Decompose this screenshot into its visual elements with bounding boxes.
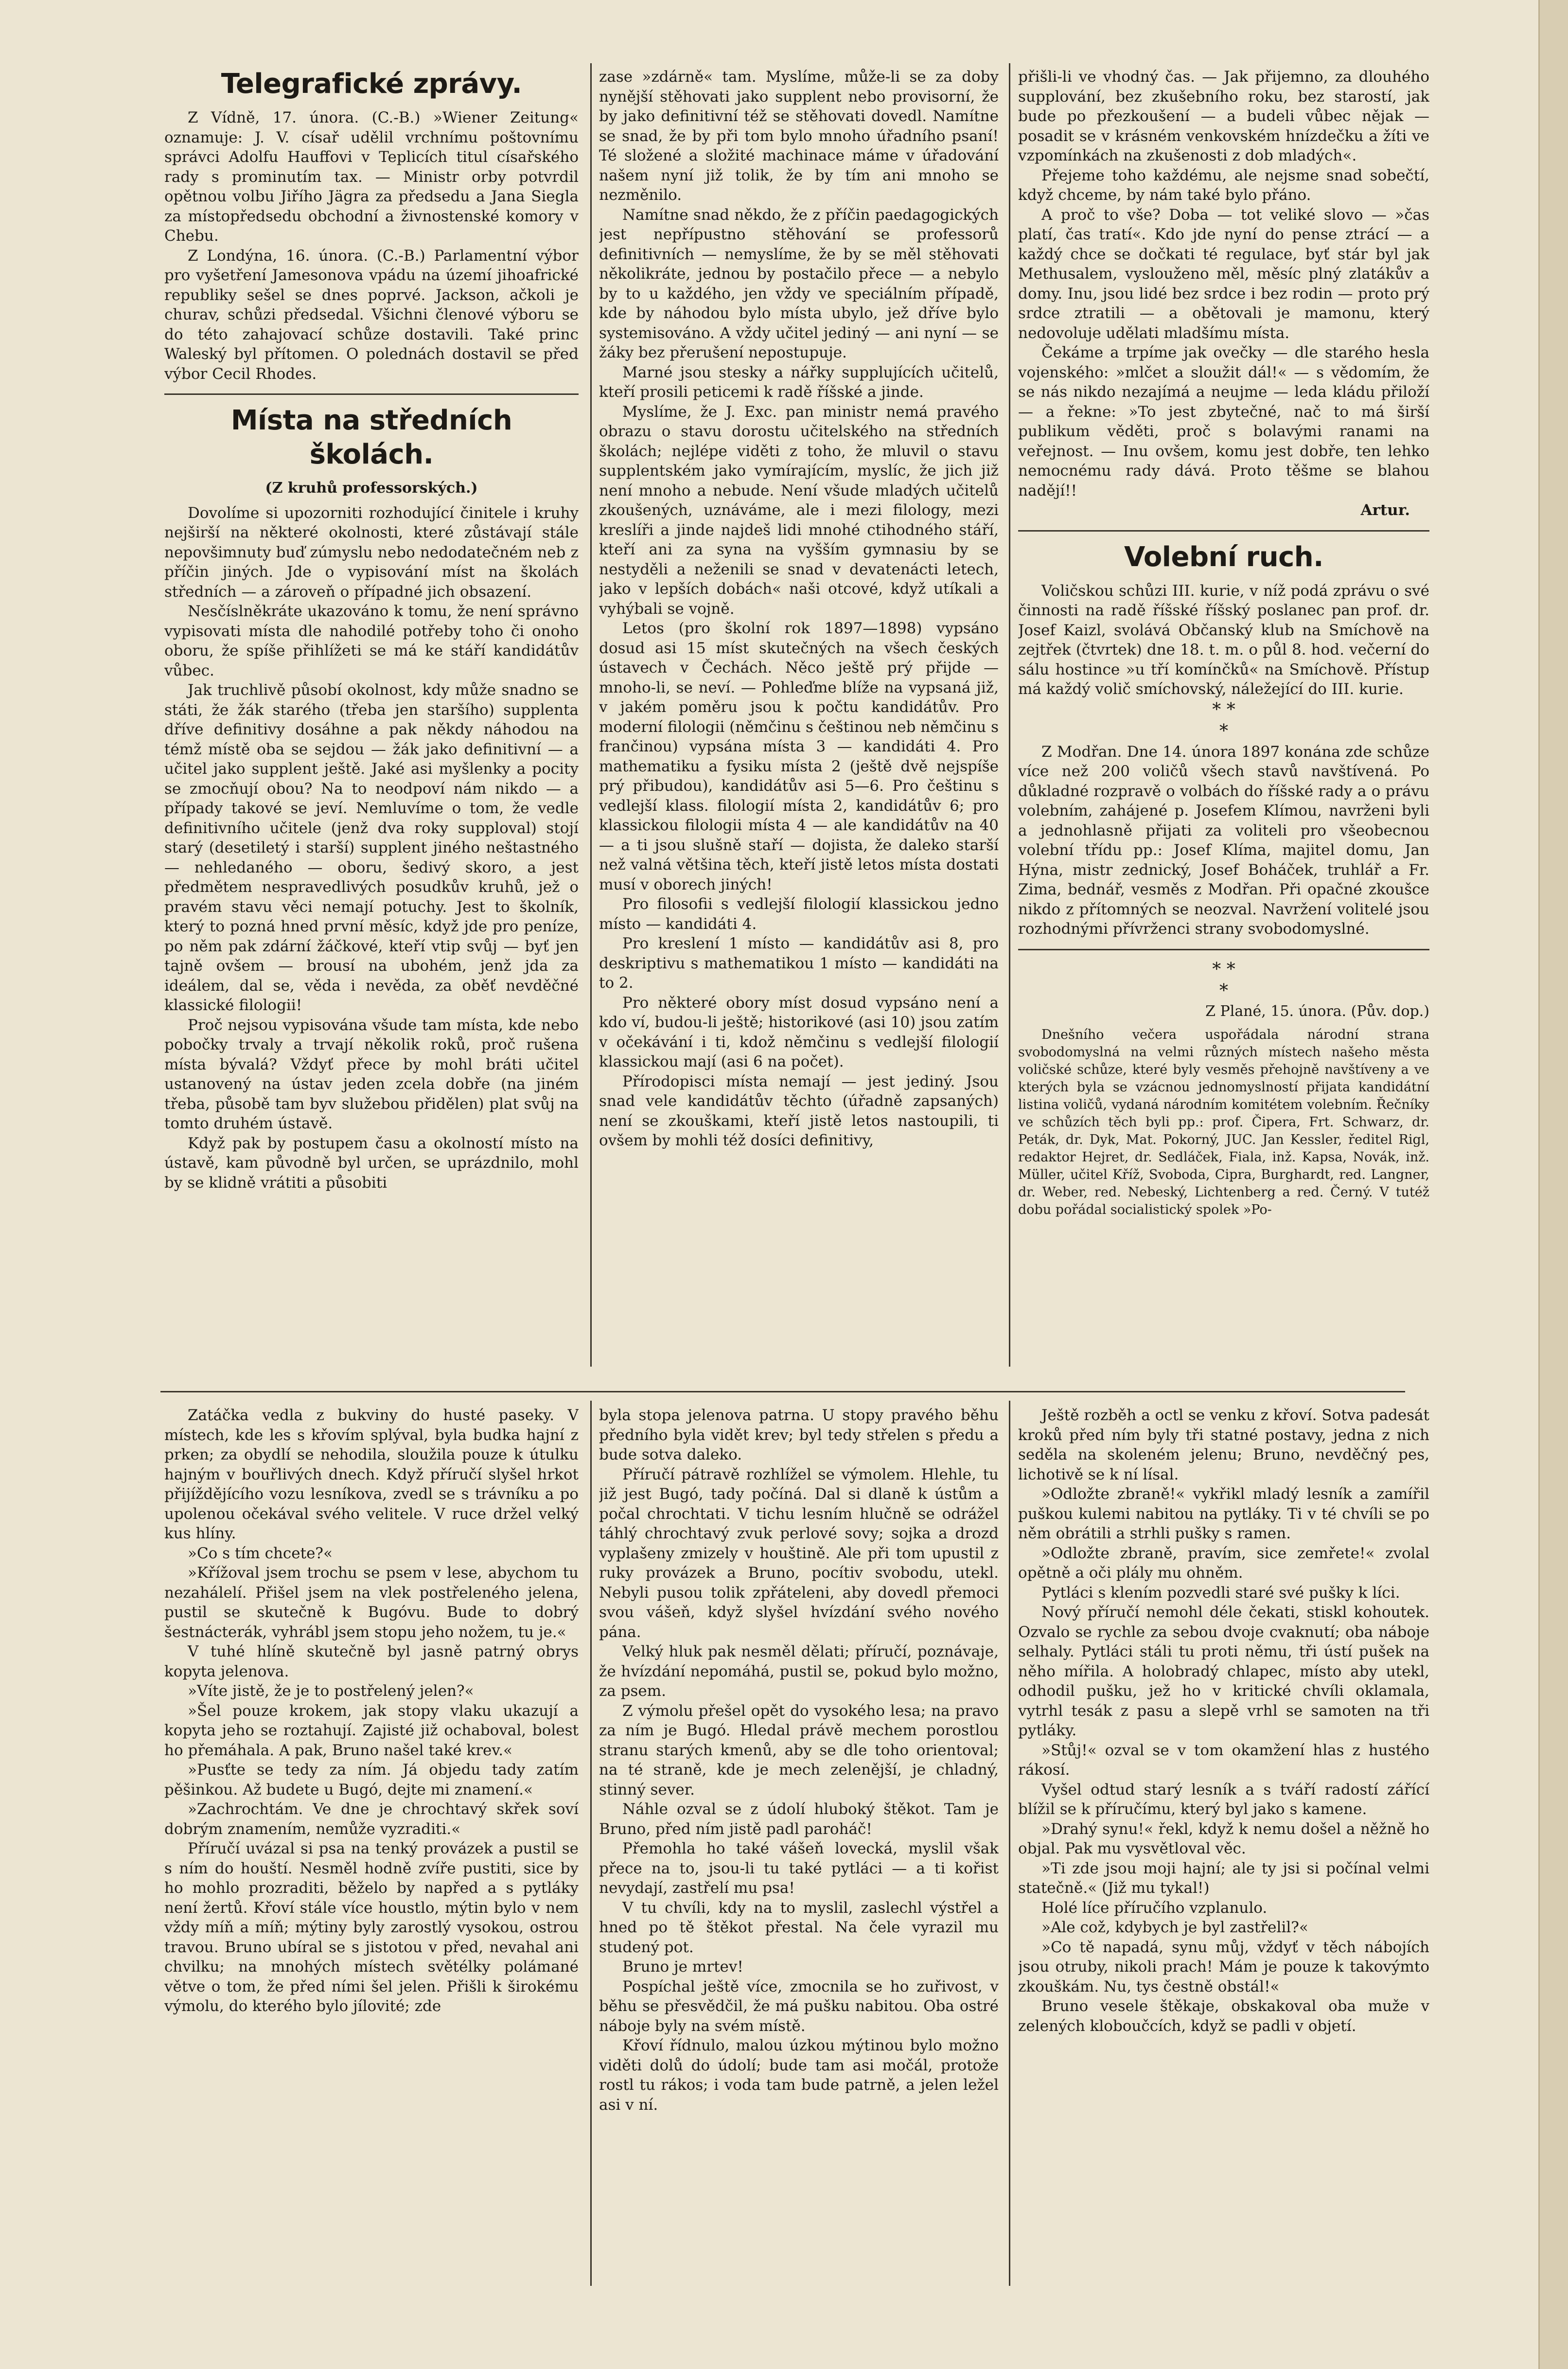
feuilleton-column-2 <box>599 1406 999 2291</box>
telegram-vienna: Z Vídně, 17. února. (C.-B.) »Wiener Zeitung« oznamuje: J. V. císař udělil vrchnímu poštovnímu správci Adolfu Hauffovi v Teplicích titul císařského rady s prominutím tax. — Ministr orby potvrdil opětnou volbu Jiřího Jägra za předsedu a Jana Siegla za místopředsedu obchodní a živnostenské komory v Chebu. <box>164 109 579 245</box>
section-divider <box>1018 530 1429 532</box>
telegram-london: Z Londýna, 16. února. (C.-B.) Parlamentní výbor pro vyšetření Jamesonova vpádu na území jihoafrické republiky sešel se dnes poprvé. Jackson, ačkoli je churav, schůzi předsedal. Všichni členové výboru se do této zahajovací schůze dostavili. Také princ Waleský byl přítomen. O polednách dostavil se před výbor Cecil Rhodes. <box>164 247 579 383</box>
feuilleton-column-1 <box>164 1406 579 2291</box>
page-edge <box>1538 0 1568 2369</box>
story-paragraph: Bruno je mrtev! <box>622 1958 743 1976</box>
article-paragraph: přišli-li ve vhodný čas. — Jak přijemno, za dlouhého supplování, bez zkušebního roku, bez starostí, jak bude po přezkoušení — a budeli vůbec nějak — posadit se v krásném venkovském hnízdečku a žíti ve vzpomínkách na zkušenosti z dob mladých«. <box>1018 68 1429 164</box>
article-paragraph: Nesčíslněkráte ukazováno k tomu, že není správno vypisovati místa dle nahodilé potřeby toho či onoho oboru, že spíše přihlížeti se má ke stáří kandidátův vůbec. <box>164 603 579 679</box>
article-paragraph: Namítne snad někdo, že z příčin paedagogických jest nepřípustno stěhování se professorů definitivních — nemyslíme, že by se měl stěhovati několikráte, jednou by postačilo přece — a nebylo by to u každého, jen vždy ve speciálním případě, kde by náhodou bylo místa ubylo, jež dříve bylo systemisováno. A vždy učitel jediný — ani nyní — se žáky bez přerušení nepostupuje. <box>599 206 999 361</box>
story-paragraph: Zatáčka vedla z bukviny do husté paseky. V místech, kde les s křovím splýval, byla budka hajní z prken; za obydlí se nehodila, sloužila pouze k útulku hajným v bouřlivých dnech. Když příručí slyšel hrkot přijíždějícího vozu lesníkova, zvedl se s trávníku a po upolenou očekával svého velitele. V ruce držel velký kus hlíny. <box>164 1407 579 1542</box>
story-paragraph: Ještě rozběh a octl se venku z křoví. Sotva padesát kroků před ním byly tři statné postavy, jedna z nich seděla na skoleném jelenu; Bruno, nevděčný pes, lichotivě se k ní lísal. <box>1018 1407 1429 1483</box>
story-paragraph: Vyšel odtud starý lesník a s tváří radostí zářící blížil se k příručímu, který byl jako s kamene. <box>1018 1781 1429 1818</box>
author-signature: Artur. <box>1360 501 1410 519</box>
story-paragraph: »Odložte zbraně, pravím, sice zemřete!« zvolal opětně a oči plály mu ohněm. <box>1018 1544 1429 1582</box>
story-paragraph: »Víte jistě, že je to postřelený jelen?« <box>188 1682 474 1700</box>
story-paragraph: Nový příručí nemohl déle čekati, stiskl kohoutek. Ozvalo se rychle za sebou dvoje cvaknutí; oba náboje selhaly. Pytláci stáli tu proti němu, tři ústí pušek na něho mířila. A holobradý chlapec, místo aby utekl, odhodil pušku, jež ho v kritické chvíli oklamala, vytrhl tesák z pasu a slepě vrhl se samoten na tři pytláky. <box>1018 1603 1429 1739</box>
article-paragraph: Pro filosofii s vedlejší filologií klassickou jedno místo — kandidáti 4. <box>599 895 999 933</box>
article-paragraph: Přírodopisci místa nemají — jest jediný. Jsou snad vele kandidátův těchto (úřadně zapsaných) není se zkouškami, kteří jistě letos nastoupili, ti ovšem by mohli též dosíci definitivy, <box>599 1072 999 1149</box>
story-paragraph: Holé líce příručího vzplanulo. <box>1041 1899 1268 1917</box>
story-paragraph: Pospíchal ještě více, zmocnila se ho zuřivost, v běhu se přesvědčil, že má pušku nabitou. Oba ostré náboje byly na svém místě. <box>599 1977 999 2035</box>
column-2 <box>599 67 999 1380</box>
section-title-schools: Místa na středních školách. <box>230 405 512 470</box>
column-rule-4 <box>1009 1401 1010 2286</box>
article-paragraph: Marné jsou stesky a nářky supplujících učitelů, kteří prosili peticemi k radě říšské a jinde. <box>599 363 999 401</box>
story-paragraph: Přemohla ho také vášeň lovecká, myslil však přece na to, jsou-li tu také pytláci — a ti kořist nevydají, zastřelí mu psa! <box>599 1840 999 1897</box>
story-paragraph: »Drahý synu!« řekl, když k nemu došel a něžně ho objal. Pak mu vysvětloval věc. <box>1018 1820 1429 1857</box>
story-paragraph: Pytláci s klením pozvedli staré své pušky k líci. <box>1041 1584 1400 1602</box>
article-paragraph: Myslíme, že J. Exc. pan ministr nemá pravého obrazu o stavu dorostu učitelského na středních školách; nejlépe viděti z toho, že mluvil o stavu supplentském jako vymírajícím, myslíc, že jich již není mnoho a nebude. Není všude mladých učitelů zkoušených, uznáváme, ale i mezi filology, mezi kreslíři a jinde najdeš lidi mnohé ctihodného stáří, kteří ani za syna na vyšším gymnasiu by se nestyděli a neženili se snad v devatenácti letech, jako v lepších dobách« naši otcové, když utíkali a vyhýbali se vojně. <box>599 403 999 618</box>
story-paragraph: »Ti zde jsou moji hajní; ale ty jsi si počínal velmi statečně.« (Již mu tykal!) <box>1018 1859 1429 1897</box>
column-rule-2 <box>1009 63 1010 1367</box>
story-paragraph: »Co tě napadá, synu můj, vždyť v těch nábojích jsou otruby, nikoli prach! Mám je pouze k takovýmto zkouškám. Nu, tys čestně obstál!« <box>1018 1938 1429 1995</box>
story-paragraph: »Stůj!« ozval se v tom okamžení hlas z hustého rákosí. <box>1018 1741 1429 1779</box>
article-paragraph: Čekáme a trpíme jak ovečky — dle starého hesla vojenského: »mlčet a sloužit dál!« — s vědomím, že se nás nikdo nezajímá a neujme — leda kládu přiloží — a řekne: »To jest zbytečné, nač to má širší publikum věděti, proč s bolavými ranami na veřejnost. — Inu ovšem, komu jest dobře, ten lehko nemocnému rady dává. Proto těšme se blahou nadějí!! <box>1018 344 1429 499</box>
article-paragraph: Přejeme toho každému, ale nejsme snad sobečtí, když chceme, by nám také bylo přáno. <box>1018 166 1429 204</box>
story-paragraph: Z výmolu přešel opět do vysokého lesa; na pravo za ním je Bugó. Hledal právě mechem porostlou stranu starých kmenů, aby se dle toho orientoval; na té straně, kde je mech zelenější, je chladný, stinný sever. <box>599 1702 999 1799</box>
article-paragraph: Proč nejsou vypisována všude tam místa, kde nebo pobočky trvaly a trvají několik roků, proč rušena místa bývalá? Vždyť přece by mohl bráti učitel ustanovený na ústav jeden zcela dobře (na jiném třeba, působě tam byv služebou přidělen) plat svůj na tomto druhém ústavě. <box>164 1016 579 1132</box>
section-divider <box>164 393 579 395</box>
column-rule-3 <box>590 1401 592 2286</box>
story-paragraph: »Co s tím chcete?« <box>188 1544 333 1562</box>
article-paragraph: A proč to vše? Doba — tot veliké slovo — »čas platí, čas tratí«. Kdo jde nyní do pense ztrácí — a každý chce se dočkati té regulace, byť stár byl jak Methusalem, vyslouženo měl, měsíc plný zlatákův a domy. Inu, jsou lidé bez srdce i bez rodin — proto prý srdce ztratili — a obětovali je mamonu, který nedovoluje udělati mladšímu místa. <box>1018 206 1429 342</box>
story-paragraph: »Ale což, kdybych je byl zastřelil?« <box>1041 1919 1308 1936</box>
section-subtitle: (Z kruhů professorských.) <box>265 480 478 497</box>
story-paragraph: V tuhé hlíně skutečně byl jasně patrný obrys kopyta jelenova. <box>164 1643 579 1680</box>
feuilleton-column-3 <box>1018 1406 1429 2291</box>
article-paragraph: Dovolíme si upozorniti rozhodující činitele i kruhy nejširší na některé okolnosti, které zůstávají stále nepovšimnuty buď zúmyslu nebo nedodatečném neb z příčin jiných. Jde o vypisování míst na školách středních — a zároveň o případné jich obsazení. <box>164 504 579 601</box>
feuilleton-rule <box>160 1391 1405 1392</box>
article-paragraph: zase »zdárně« tam. Myslíme, může-li se za doby nynější stěhovati jako supplent nebo provisorní, že by jako definitivní též se stěhovati dovedl. Namítne se snad, že by při tom bylo mnoho úřadního psaní! Té složené a složité machinace máme v úřadování našem nyní již tolik, že by tím ani mnoho se nezměnilo. <box>599 68 999 204</box>
story-paragraph: »Zachrochtám. Ve dne je chrochtavý skřek soví dobrým znamením, nemůže vyzraditi.« <box>164 1800 579 1838</box>
story-paragraph: Křoví řídnulo, malou úzkou mýtinou bylo možno viděti dolů do údolí; bude tam asi močál, protože rostl tu rákos; i voda tam bude patrně, a jelen ležel asi v ní. <box>599 2037 999 2114</box>
article-paragraph: Letos (pro školní rok 1897—1898) vypsáno dosud asi 15 míst skutečných na všech českých ústavech v Čechách. Něco ještě prý přijde — mnoho-li, se neví. — Pohleďme blíže na vypsaná již, v jakém poměru jsou k počtu kandidátův. Pro moderní filologii (němčinu s češtinou neb němčinu s frančinou) vypsána místa 3 — kandidáti 4. Pro mathematiku a fysiku místa 2 (ještě dvě nejspíše prý přibudou), kandidátův asi 5—6. Pro češtinu s vedlejší klass. filologií místa 2, kandidátův 6; pro klassickou filologii místa 4 — ale kandidátův na 40 — a ti jsou slušně staří — dojista, že daleko starší než valná většina těch, kteří jistě letos místa dostati musí v oborech jiných! <box>599 620 999 893</box>
article-paragraph: Pro některé obory míst dosud vypsáno není a kdo ví, budou-li ještě; historikové (asi 10) jsou zatím v očekávání i ti, kdož němčinu s vedlejší filologií klassickou mají (asi 6 na počet). <box>599 994 999 1070</box>
story-paragraph: Příručí pátravě rozhlížel se výmolem. Hlehle, tu již jest Bugó, tady počíná. Dal si dlaně k ústům a počal chrochtati. V tichu lesním hlučně se odrážel táhlý chrochtavý zvuk perlové sovy; sojka a drozd vyplašeny zmizely v houštině. Ale při tom upustil z ruky provázek a Bruno, pocítiv svobodu, utekl. Nebyli pusou tolik zpřáteleni, aby dovedl přemoci svou vášeň, když slyšel hvízdání svého nového pána. <box>599 1465 999 1641</box>
story-paragraph: byla stopa jelenova patrna. U stopy pravého běhu předního byla vidět krev; byl tedy střelen s předu a bude sotva daleko. <box>599 1407 999 1463</box>
article-paragraph: Pro kreslení 1 místo — kandidátův asi 8, pro deskriptivu s mathematikou 1 místo — kandidáti na to 2. <box>599 935 999 992</box>
story-paragraph: Příručí uvázal si psa na tenký provázek a pustil se s ním do houští. Nesměl hodně zvíře pustiti, sice by ho mohlo prozraditi, běželo by napřed a s pytláky není žertů. Křoví stále více houstlo, mýtin bylo v nem vždy míň a míň; mýtiny byly zarostlý vysokou, ostrou travou. Bruno ubíral se s jistotou v před, nevahal ani chvilku; na mnohých místech světélky polámané větve o tom, že před ními šel jelen. Přišli k širokému výmolu, do kterého bylo jílovité; zde <box>164 1840 579 2015</box>
column-rule-1 <box>590 63 592 1367</box>
election-plana-heading: Z Plané, 15. února. (Pův. dop.) <box>1205 1002 1429 1020</box>
separator-stars: * * * <box>1212 699 1235 741</box>
section-title-elections: Volební ruch. <box>1124 541 1323 573</box>
story-paragraph: »Odložte zbraně!« vykřikl mladý lesník a zamířil puškou kulemi nabitou na pytláky. Ti v té chvíli se po něm obrátili a strhli pušky s ramen. <box>1018 1485 1429 1542</box>
story-paragraph: Bruno vesele štěkaje, obskakoval oba muže v zelených kloboučcích, když se padli v objetí. <box>1018 1997 1429 2035</box>
section-divider <box>1018 949 1429 950</box>
separator-stars: * * * <box>1212 959 1235 1001</box>
section-title-telegrams: Telegrafické zprávy. <box>221 68 522 100</box>
story-paragraph: »Šel pouze krokem, jak stopy vlaku ukazují a kopyta jeho se roztahují. Zajisté již ochaboval, bolest ho přemáhala. A pak, Bruno našel také krev.« <box>164 1702 579 1759</box>
election-plana: Dnešního večera uspořádala národní strana svobodomyslná na velmi různých místech našeho města voličské schůze, které byly vesměs přehojně navštíveny a ve kterých byla se vzácnou jednomyslností přijata kandidátní listina voličů, vydaná národním komitétem volebním. Řečníky ve schůzích těch byli pp.: prof. Čipera, Frt. Schwarz, dr. Peták, dr. Dyk, Mat. Pokorný, JUC. Jan Kessler, ředitel Rigl, redaktor Hejret, dr. Sedláček, Fiala, inž. Kapsa, Novák, inž. Müller, učitel Kříž, Svoboda, Cipra, Burghardt, red. Langner, dr. Weber, red. Nebeský, Lichtenberg a red. Černý. V tutéž dobu pořádal socialistický spolek »Po- <box>1018 1027 1429 1217</box>
story-paragraph: Náhle ozval se z údolí hluboký štěkot. Tam je Bruno, před ním jistě padl paroháč! <box>599 1800 999 1838</box>
column-1 <box>164 67 579 1380</box>
election-paragraph: Voličskou schůzi III. kurie, v níž podá zprávu o své činnosti na radě říšské říšský poslanec pan prof. dr. Josef Kaizl, svolává Občanský klub na Smíchově na zejtřek (čtvrtek) dne 18. t. m. o půl 8. hod. večerní do sálu hostince »u tří komínčků« na Smíchově. Přístup má každý volič smíchovský, náležející do III. kurie. <box>1018 582 1429 698</box>
article-paragraph: Jak truchlivě působí okolnost, kdy může snadno se státi, že žák starého (třeba jen staršího) supplenta dříve definitivy dosáhne a pak někdy náhodou na témž místě oba se sejdou — žák jako definitivní — a učitel jako supplent ještě. Jaké asi myšlenky a pocity se zmocňují obou? Na to neodpoví nám nikdo — a případy takové se jeví. Nemluvíme o tom, že vedle definitivního učitele (jenž dva roky supploval) stojí starý (desetiletý i starší) supplent jiného neštastného — nehledaného — oboru, šedivý skoro, a jest předmětem nespravedlivých posudkův kruhů, jež o pravém stavu věci nemají potuchy. Jest to školník, který to pozná hned první měsíc, když jde pro peníze, po něm pak zdární žáčkové, kteří vtip svůj — byť jen tajně ovšem — brousí na ubohém, jenž jda za ideálem, dal se, věda i nevěda, za oběť nevděčné klassické filologii! <box>164 681 579 1014</box>
story-paragraph: Velký hluk pak nesměl dělati; příručí, poznávaje, že hvízdání nepomáhá, pustil se, pokud bylo možno, za psem. <box>599 1643 999 1700</box>
column-3 <box>1018 67 1429 1380</box>
election-modrany: Z Modřan. Dne 14. února 1897 konána zde schůze více než 200 voličů všech stavů navštívená. Po důkladné rozpravě o volbách do říšské rady a o právu volebním, zahájené p. Josefem Klímou, navrženi byli a jednohlasně přijati za voliteli pro všeobecnou volební třídu pp.: Josef Klíma, majitel domu, Jan Hýna, mistr zednický, Josef Boháček, truhlář a Fr. Zima, bednář, vesměs z Modřan. Při opačné zkoušce nikdo z přítomných se neozval. Navržení volitelé jsou rozhodnými přívrženci strany svobodomyslné. <box>1018 743 1429 938</box>
story-paragraph: »Křížoval jsem trochu se psem v lese, abychom tu nezahálelí. Přišel jsem na vlek postřeleného jelena, pustil se skutečně k Bugóvu. Bude to dobrý šestnácterák, vyhrábl jsem stopu jeho nožem, tu je.« <box>164 1564 579 1641</box>
article-paragraph: Když pak by postupem času a okolností místo na ústavě, kam původně byl určen, se uprázdnilo, mohl by se klidně vrátiti a působiti <box>164 1134 579 1192</box>
story-paragraph: »Pusťte se tedy za ním. Já objedu tady zatím pěšinkou. Až budete u Bugó, dejte mi znamení.« <box>164 1761 579 1799</box>
story-paragraph: V tu chvíli, kdy na to myslil, zaslechl výstřel a hned po tě štěkot přestal. Na čele vyrazil mu studený pot. <box>599 1899 999 1956</box>
